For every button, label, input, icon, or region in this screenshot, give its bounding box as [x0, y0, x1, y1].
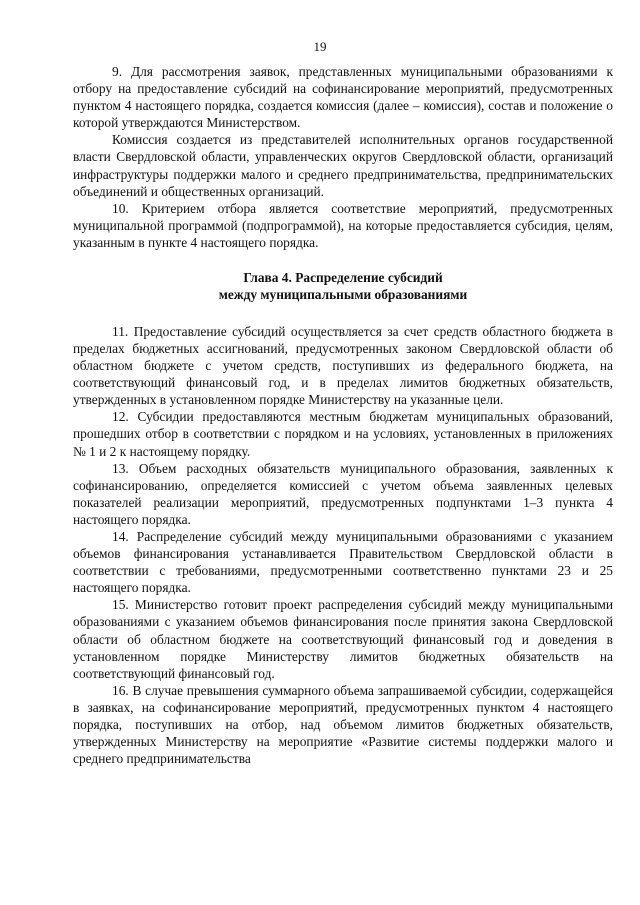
paragraph-10: 10. Критерием отбора является соответствие мероприятий, предусмотренных муниципальной программой (подпрограммой), на которые предоставляется субсидия, целям, указанным в пункте 4 настоящего порядка.	[73, 200, 613, 250]
paragraph-12: 12. Субсидии предоставляются местным бюджетам муниципальных образований, прошедших отбор в соответствии с порядком и на условиях, установленных в приложениях № 1 и 2 к настоящему порядку.	[73, 409, 613, 459]
paragraph-15: 15. Министерство готовит проект распределения субсидий между муниципальными образованиями с указанием объемов финансирования после принятия закона Свердловской области об областном бюджете на соответствующий финансовый год и доведения в установленном порядке Министерству лимитов бюджетных обязательств на соответствующий финансовый год.	[73, 597, 613, 681]
paragraph-16: 16. В случае превышения суммарного объема запрашиваемой субсидии, содержащейся в заявках, на софинансирование мероприятий, предусмотренных пунктом 4 настоящего порядка, поступивших на отбор, над объемом лимитов бюджетных обязательств, утвержденных Министерству на мероприятие «Развитие системы поддержки малого и среднего предпринимательства	[73, 682, 613, 767]
chapter-heading	[73, 269, 613, 304]
paragraph-commission: Комиссия создается из представителей исполнительных органов государственной власти Свердловской области, управленческих округов Свердловской области, организаций инфраструктуры поддержки малого и среднего предпринимательства, предпринимательских объединений и общественных организаций.	[73, 132, 613, 199]
paragraph-14: 14. Распределение субсидий между муниципальными образованиями с указанием объемов финансирования устанавливается Правительством Свердловской области в соответствии с требованиями, предусмотренными соответственно пунктами 23 и 25 настоящего порядка.	[73, 528, 613, 596]
paragraph-9: 9. Для рассмотрения заявок, представленных муниципальными образованиями к отбору на предоставление субсидий на софинансирование мероприятий, предусмотренных пунктом 4 настоящего порядка, создается комиссия (далее – комиссия), состав и положение о которой утверждаются Министерством.	[73, 64, 613, 131]
chapter-title-line-2: между муниципальными образованиями	[218, 287, 468, 303]
chapter-title-line-1: Глава 4. Распределение субсидий	[243, 270, 443, 286]
paragraph-11: 11. Предоставление субсидий осуществляется за счет средств областного бюджета в пределах бюджетных ассигнований, предусмотренных законом Свердловской области об областном бюджете с учетом средств, поступивших из федерального бюджета, на соответствующий финансовый год, и в пределах лимитов бюджетных обязательств, утвержденных в установленном порядке Министерству на указанные цели.	[73, 323, 613, 408]
page-number: 19	[313, 39, 327, 54]
paragraph-13: 13. Объем расходных обязательств муниципального образования, заявленных к софинансированию, определяется комиссией с учетом объема заявленных целевых показателей реализации мероприятий, предусмотренных подпунктами 1–3 пункта 4 настоящего порядка.	[73, 460, 613, 527]
document-body	[73, 63, 613, 767]
